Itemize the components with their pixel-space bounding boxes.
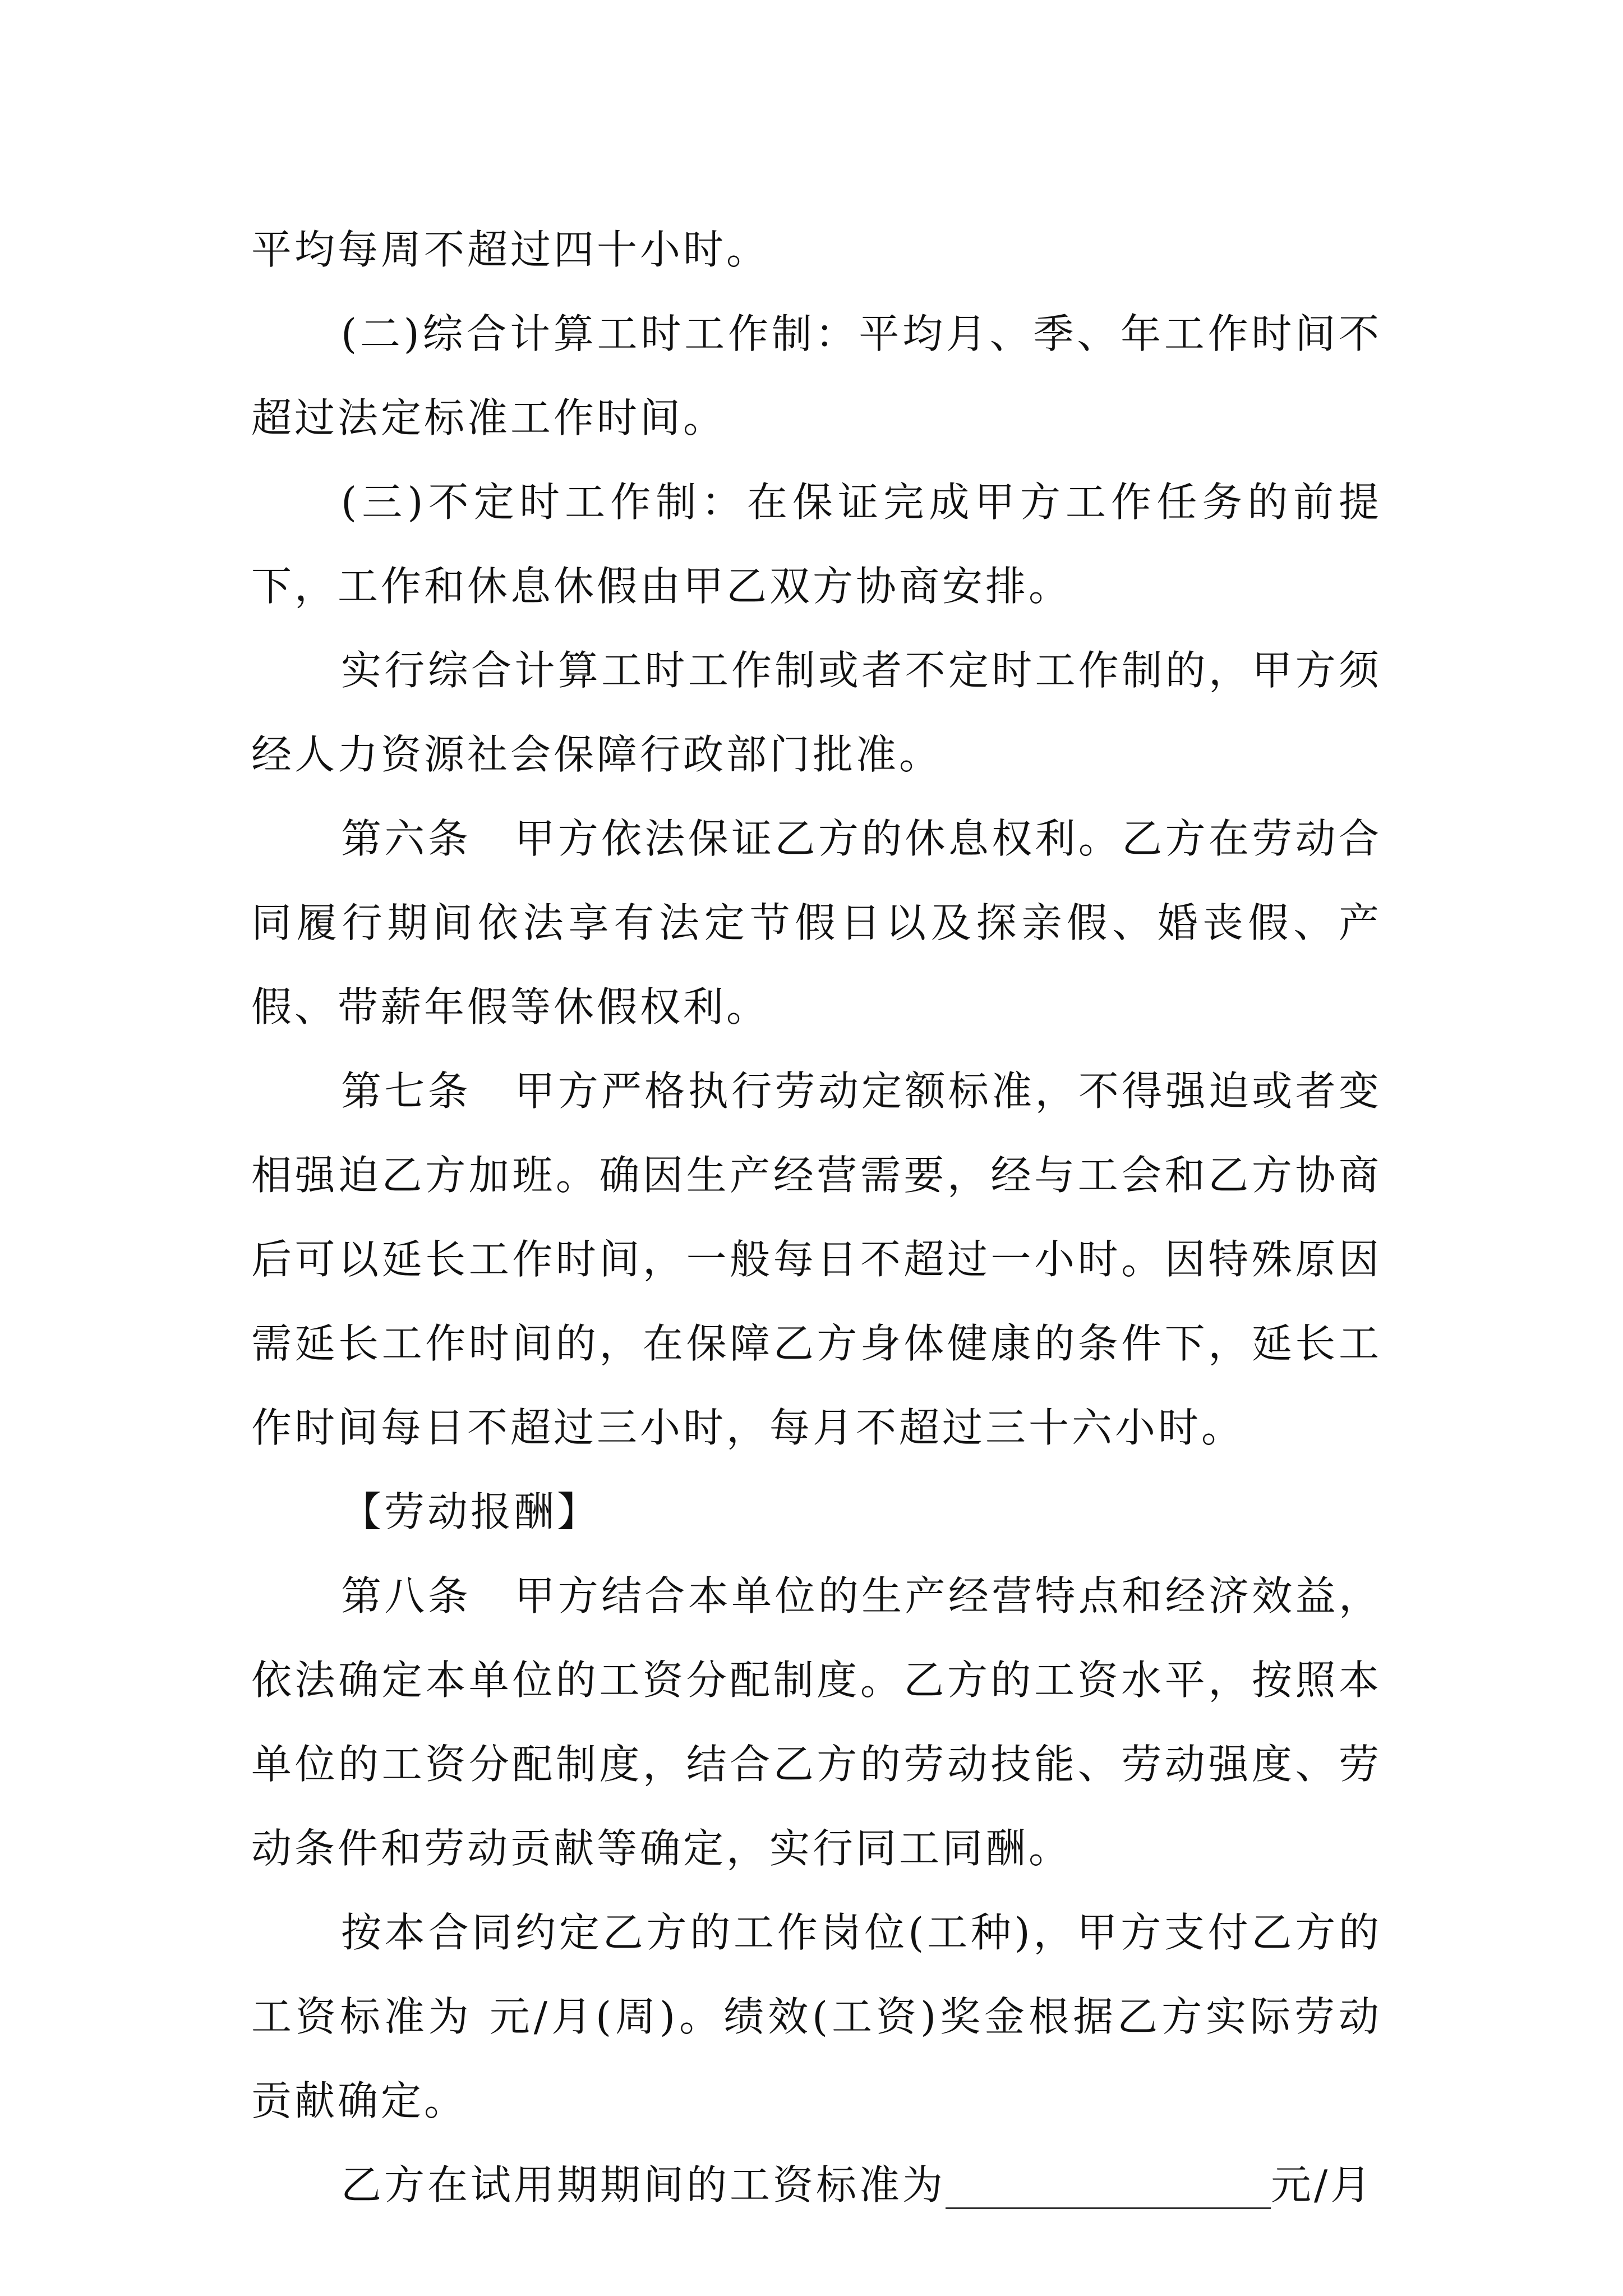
section-heading-remuneration: 【劳动报酬】 xyxy=(341,1488,601,1535)
paragraph-flexible-hours: (三)不定时工作制：在保证完成甲方工作任务的前提下，工作和休息休假由甲乙双方协商安排。 xyxy=(251,478,1382,610)
paragraph-article-6: 第六条 甲方依法保证乙方的休息权利。乙方在劳动合同履行期间依法享有法定节假日以及探亲假、婚丧假、产假、带薪年假等休假权利。 xyxy=(251,815,1382,1030)
probation-wage-blank xyxy=(946,2162,1271,2209)
paragraph-comprehensive-hours: (二)综合计算工时工作制：平均月、季、年工作时间不超过法定标准工作时间。 xyxy=(251,310,1382,441)
paragraph-weekly-hours: 平均每周不超过四十小时。 xyxy=(251,226,770,273)
probation-wage-unit: 元/月 xyxy=(1271,2161,1374,2208)
document-body xyxy=(251,208,1382,2227)
paragraph-article-8: 第八条 甲方结合本单位的生产经营特点和经济效益，依法确定本单位的工资分配制度。乙方的工资水平，按照本单位的工资分配制度，结合乙方的劳动技能、劳动强度、劳动条件和劳动贡献等确定，实行同工同酬。 xyxy=(251,1572,1382,1872)
paragraph-article-7: 第七条 甲方严格执行劳动定额标准，不得强迫或者变相强迫乙方加班。确因生产经营需要，经与工会和乙方协商后可以延长工作时间，一般每日不超过一小时。因特殊原因需延长工作时间的，在保障乙方身体健康的条件下，延长工作时间每日不超过三小时，每月不超过三十六小时。 xyxy=(251,1068,1382,1451)
paragraph-wage-standard: 按本合同约定乙方的工作岗位(工种)，甲方支付乙方的工资标准为 元/月(周)。绩效(工资)奖金根据乙方实际劳动贡献确定。 xyxy=(251,1909,1382,2124)
paragraph-probation-wage xyxy=(251,2143,1382,2227)
paragraph-approval: 实行综合计算工时工作制或者不定时工作制的，甲方须经人力资源社会保障行政部门批准。 xyxy=(251,647,1382,778)
probation-wage-label: 乙方在试用期期间的工资标准为 xyxy=(341,2161,946,2208)
